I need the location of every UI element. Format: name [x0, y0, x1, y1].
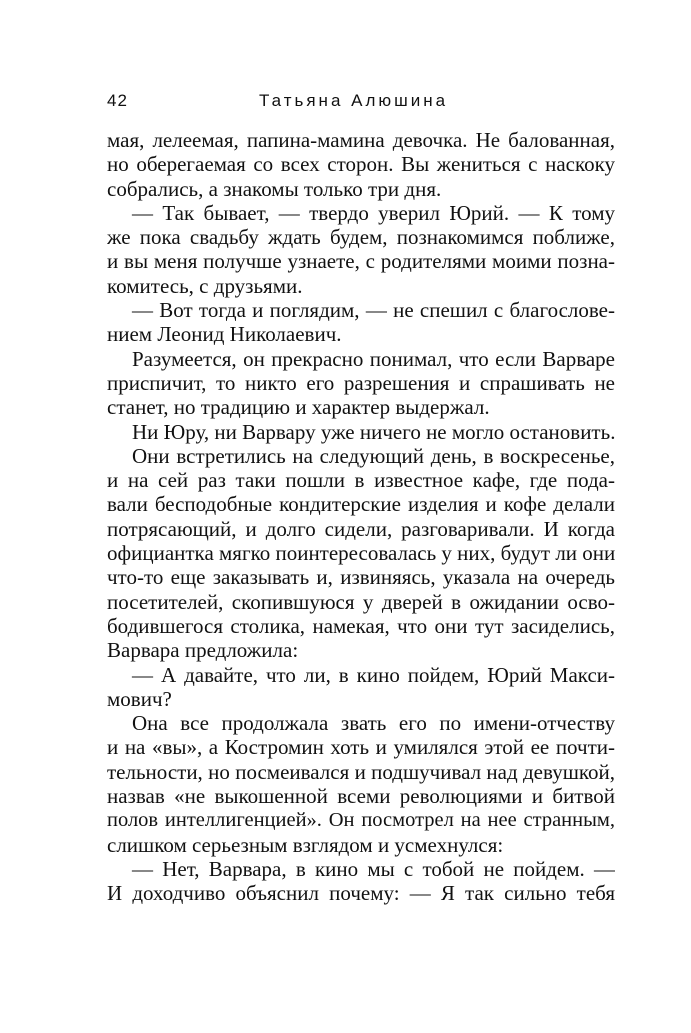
text-line: Варвара предложила:	[107, 638, 299, 663]
text-line: мович?	[107, 686, 172, 711]
text-line: полов интеллигенцией». Он посмотрел на нее странным,	[107, 809, 615, 832]
text-line: Они встретились на следующий день, в воскресенье,	[132, 443, 615, 468]
text-line: комитесь, с друзьями.	[107, 273, 303, 298]
text-line: бодившегося столика, намекая, что они тут засиделись,	[107, 613, 615, 638]
text-line: потрясающий, и долго сидели, разговаривали. И когда	[107, 516, 615, 541]
text-line: что-то еще заказывать и, извиняясь, указала на очередь	[107, 565, 615, 590]
page-number: 42	[107, 91, 128, 110]
text-line: — Так бывает, — твердо уверил Юрий. — К тому	[132, 200, 615, 225]
text-line: и вы меня получше узнаете, с родителями моими позна-	[107, 249, 615, 274]
text-line: Ни Юру, ни Варвару уже ничего не могло остановить.	[132, 419, 615, 444]
text-line: нием Леонид Николаевич.	[107, 322, 342, 347]
text-line: но оберегаемая со всех сторон. Вы жениться с наскоку	[107, 152, 615, 177]
running-head	[107, 91, 615, 115]
book-author: Татьяна Алюшина	[259, 91, 449, 110]
text-line: официантка мягко поинтересовалась у них, будут ли они	[107, 541, 615, 566]
text-line: — Вот тогда и поглядим, — не спешил с благослове-	[132, 298, 615, 323]
text-line: приспичит, то никто его разрешения и спрашивать не	[107, 370, 615, 395]
text-line: — А давайте, что ли, в кино пойдем, Юрий Макси-	[132, 662, 615, 687]
text-line: и на «вы», а Костромин хоть и умилялся этой ее почти-	[107, 735, 615, 760]
body-text	[107, 128, 615, 906]
text-line: тельности, но посмеивался и подшучивал над девушкой,	[107, 759, 615, 784]
text-line: мая, лелеемая, папина-мамина девочка. Не балованная,	[107, 128, 615, 152]
text-line: вали бесподобные кондитерские изделия и кофе делали	[107, 492, 615, 517]
text-line: же пока свадьбу ждать будем, познакомимся поближе,	[107, 225, 615, 250]
text-line: станет, но традицию и характер выдержал.	[107, 395, 490, 420]
text-line: Она все продолжала звать его по имени-отчеству	[132, 711, 615, 736]
text-line: посетителей, скопившуюся у дверей в ожидании осво-	[107, 589, 615, 614]
text-line: И доходчиво объяснил почему: — Я так сильно тебя	[107, 881, 615, 906]
text-line: собрались, а знакомы только три дня.	[107, 176, 442, 201]
text-line: — Нет, Варвара, в кино мы с тобой не пойдем. —	[132, 856, 615, 881]
text-line: слишком серьезным взглядом и усмехнулся:	[107, 832, 504, 857]
text-line: и на сей раз таки пошли в известное кафе, где пода-	[107, 468, 615, 493]
text-line: Разумеется, он прекрасно понимал, что если Варваре	[132, 346, 615, 371]
text-line: назвав «не выкошенной всеми революциями и битвой	[107, 784, 615, 809]
